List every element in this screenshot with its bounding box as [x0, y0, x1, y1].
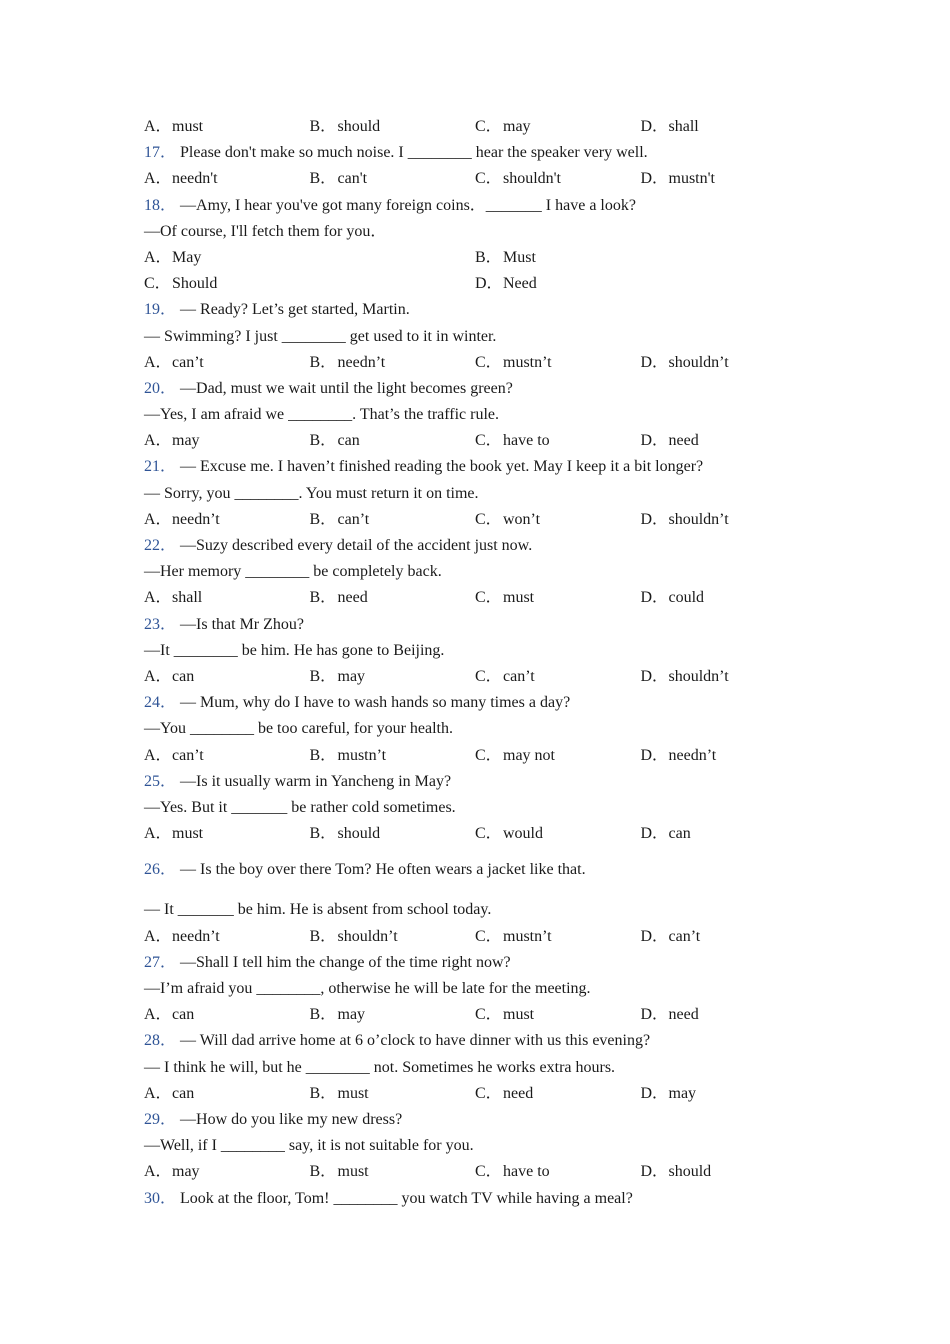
option-c: C．have to [475, 432, 550, 450]
option-c: C．can’t [475, 667, 535, 685]
option-d: D．could [640, 589, 705, 607]
question-18-options-row-1 [144, 245, 844, 271]
question-number: 27． [144, 953, 177, 971]
option-c: C．would [475, 825, 543, 843]
question-24-reply: —You ________ be too careful, for your health. [144, 720, 453, 738]
option-d: D．shouldn’t [640, 353, 729, 371]
question-28-reply: — I think he will, but he ________ not. Sometimes he works extra hours. [144, 1058, 616, 1076]
question-24-stem: 24． — Mum, why do I have to wash hands so many times a day? [144, 694, 571, 712]
option-c: C．need [475, 1084, 534, 1102]
question-21-reply: — Sorry, you ________. You must return it on time. [144, 484, 479, 502]
question-number: 25． [144, 772, 177, 790]
option-a: A．shall [144, 589, 203, 607]
question-18-reply: —Of course, I'll fetch them for you． [144, 222, 387, 240]
option-d: D．needn’t [640, 746, 717, 764]
question-23-options [144, 664, 844, 690]
option-c: C．may not [475, 746, 555, 764]
option-a: A．needn't [144, 170, 218, 188]
question-25-options [144, 821, 844, 847]
option-d: D．can’t [640, 927, 701, 945]
option-d: D．shouldn’t [640, 667, 729, 685]
question-28-stem: 28． — Will dad arrive home at 6 o’clock to have dinner with us this evening? [144, 1032, 651, 1050]
option-b: B．can’t [309, 510, 370, 528]
question-27-stem: 27． —Shall I tell him the change of the time right now? [144, 953, 511, 971]
option-a: A．can [144, 1084, 195, 1102]
option-a: A．can [144, 667, 195, 685]
option-b: B．must [309, 1163, 369, 1181]
option-b: B．can [309, 432, 360, 450]
option-d: D．need [640, 432, 699, 450]
question-24-options [144, 743, 844, 769]
option-c: C．won’t [475, 510, 541, 528]
option-b: B．may [309, 667, 366, 685]
question-17-options [144, 166, 844, 192]
option-d: D．shall [640, 118, 699, 135]
option-c: C．mustn’t [475, 353, 552, 371]
question-27-options [144, 1002, 844, 1028]
question-26-stem: 26． — Is the boy over there Tom? He often wears a jacket like that. [144, 861, 586, 879]
option-b: B．must [309, 1084, 369, 1102]
question-22-options [144, 585, 844, 611]
question-26-options [144, 924, 844, 950]
option-b: B．Must [475, 248, 536, 266]
question-number: 23． [144, 615, 177, 633]
question-number: 22． [144, 537, 177, 554]
option-a: A．may [144, 432, 200, 450]
option-b: B．can't [309, 170, 368, 188]
option-d: D．Need [475, 275, 537, 293]
question-number: 29． [144, 1110, 177, 1128]
question-20-reply: —Yes, I am afraid we ________. That’s the traffic rule. [144, 406, 500, 424]
option-b: B．mustn’t [309, 746, 387, 764]
question-number: 24． [144, 694, 177, 712]
question-number: 21． [144, 458, 177, 476]
option-d: D．should [640, 1163, 712, 1181]
question-16-options [144, 114, 844, 140]
question-17-stem: 17． Please don't make so much noise. I ________ hear the speaker very well. [144, 144, 648, 162]
option-d: D．can [640, 825, 691, 843]
option-d: D．may [640, 1084, 697, 1102]
question-number: 28． [144, 1032, 177, 1050]
question-29-stem: 29． —How do you like my new dress? [144, 1110, 403, 1128]
question-number: 26． [144, 861, 177, 879]
worksheet-page [144, 114, 844, 1212]
question-18-stem: 18． —Amy, I hear you've got many foreign coins．_______ I have a look? [144, 196, 636, 214]
question-30-stem: 30． Look at the floor, Tom! ________ you watch TV while having a meal? [144, 1189, 633, 1207]
option-b: B．shouldn’t [309, 927, 398, 945]
option-b: B．need [309, 589, 368, 607]
question-19-reply: — Swimming? I just ________ get used to it in winter. [144, 327, 497, 345]
option-c: C．Should [144, 275, 218, 293]
option-d: D．need [640, 1006, 699, 1024]
option-c: C．shouldn't [475, 170, 561, 188]
question-22-stem: 22． —Suzy described every detail of the accident just now. [144, 537, 533, 554]
question-29-reply: —Well, if I ________ say, it is not suitable for you. [144, 1137, 474, 1155]
question-29-options [144, 1159, 844, 1185]
question-number: 30． [144, 1189, 177, 1207]
option-a: A．May [144, 248, 202, 266]
option-a: A．can’t [144, 746, 204, 764]
question-21-stem: 21． — Excuse me. I haven’t finished reading the book yet. May I keep it a bit longer? [144, 458, 704, 476]
question-22-reply: —Her memory ________ be completely back. [144, 563, 442, 581]
option-a: A．needn’t [144, 510, 220, 528]
question-19-options [144, 350, 844, 376]
option-a: A．must [144, 118, 204, 135]
option-c: C．must [475, 589, 535, 607]
option-d: D．mustn't [640, 170, 715, 188]
option-a: A．needn’t [144, 927, 220, 945]
option-a: A．can [144, 1006, 195, 1024]
question-20-options [144, 428, 844, 454]
option-a: A．can’t [144, 353, 204, 371]
question-number: 17． [144, 144, 177, 162]
option-b: B．needn’t [309, 353, 386, 371]
question-23-reply: —It ________ be him. He has gone to Beijing. [144, 641, 445, 659]
option-c: C．mustn’t [475, 927, 552, 945]
option-a: A．may [144, 1163, 200, 1181]
question-25-stem: 25． —Is it usually warm in Yancheng in May? [144, 772, 452, 790]
question-27-reply: —I’m afraid you ________, otherwise he will be late for the meeting. [144, 980, 591, 997]
question-23-stem: 23． —Is that Mr Zhou? [144, 615, 304, 633]
question-20-stem: 20． —Dad, must we wait until the light becomes green? [144, 379, 513, 397]
option-b: B．should [309, 825, 381, 843]
option-b: B．may [309, 1006, 366, 1024]
option-c: C．have to [475, 1163, 550, 1181]
option-a: A．must [144, 825, 204, 843]
option-b: B．should [309, 118, 381, 135]
option-d: D．shouldn’t [640, 510, 729, 528]
option-c: C．may [475, 118, 531, 135]
question-28-options [144, 1081, 844, 1107]
question-25-reply: —Yes. But it _______ be rather cold sometimes. [144, 798, 456, 816]
question-number: 18． [144, 196, 177, 214]
question-number: 19． [144, 301, 177, 319]
question-number: 20． [144, 379, 177, 397]
option-c: C．must [475, 1006, 535, 1024]
question-19-stem: 19． — Ready? Let’s get started, Martin. [144, 301, 410, 319]
question-21-options [144, 507, 844, 533]
question-26-reply: — It _______ be him. He is absent from school today. [144, 901, 492, 919]
question-18-options-row-2 [144, 271, 844, 297]
